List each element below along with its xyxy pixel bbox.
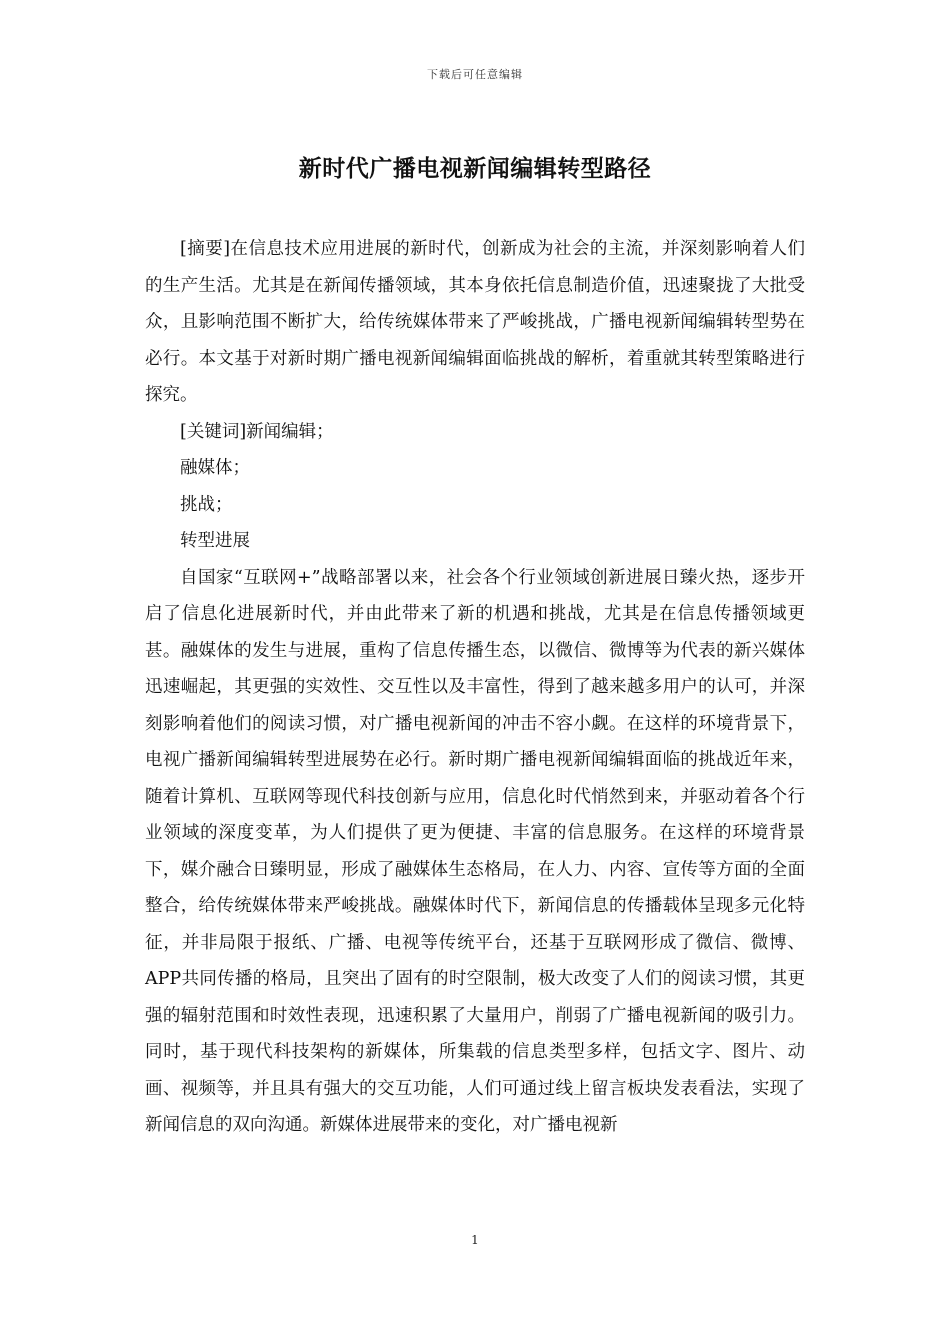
keyword-item: 挑战； (180, 494, 233, 515)
keyword-item: 转型进展 (180, 531, 250, 551)
body-paragraph: 自国家“互联网+”战略部署以来，社会各个行业领域创新进展日臻火热，逐步开启了信息化进展新时代，并由此带来了新的机遇和挑战，尤其是在信息传播领域更甚。融媒体的发生与进展，重构了信息传播生态，以微信、微博等为代表的新兴媒体迅速崛起，其更强的实效性、交互性以及丰富性，得到了越来越多用户的认可，并深刻影响着他们的阅读习惯，对广播电视新闻的冲击不容小觑。在这样的环境背景下，电视广播新闻编辑转型进展势在必行。新时期广播电视新闻编辑面临的挑战近年来，随着计算机、互联网等现代科技创新与应用，信息化时代悄然到来，并驱动着各个行业领域的深度变革，为人们提供了更为便捷、丰富的信息服务。在这样的环境背景下，媒介融合日臻明显，形成了融媒体生态格局，在人力、内容、宣传等方面的全面整合，给传统媒体带来严峻挑战。融媒体时代下，新闻信息的传播载体呈现多元化特征，并非局限于报纸、广播、电视等传统平台，还基于互联网形成了微信、微博、APP共同传播的格局，且突出了固有的时空限制，极大改变了人们的阅读习惯，其更强的辐射范围和时效性表现，迅速积累了大量用户，削弱了广播电视新闻的吸引力。同时，基于现代科技架构的新媒体，所集载的信息类型多样，包括文字、图片、动画、视频等，并且具有强大的交互功能，人们可通过线上留言板块发表看法，实现了新闻信息的双向沟通。新媒体进展带来的变化，对广播电视新 (145, 567, 805, 1135)
keyword-item: 融媒体； (180, 458, 250, 478)
page-number: 1 (471, 1233, 479, 1247)
document-title: 新时代广播电视新闻编辑转型路径 (298, 156, 652, 182)
abstract-paragraph: [摘要]在信息技术应用进展的新时代，创新成为社会的主流，并深刻影响着人们的生产生活。尤其是在新闻传播领域，其本身依托信息制造价值，迅速聚拢了大批受众，且影响范围不断扩大，给传统媒体带来了严峻挑战，广播电视新闻编辑转型势在必行。本文基于对新时期广播电视新闻编辑面临挑战的解析，着重就其转型策略进行探究。 (145, 239, 805, 405)
keywords-line: [关键词]新闻编辑； (180, 421, 334, 442)
document-body (145, 231, 805, 1144)
header-note: 下载后可任意编辑 (427, 68, 523, 81)
